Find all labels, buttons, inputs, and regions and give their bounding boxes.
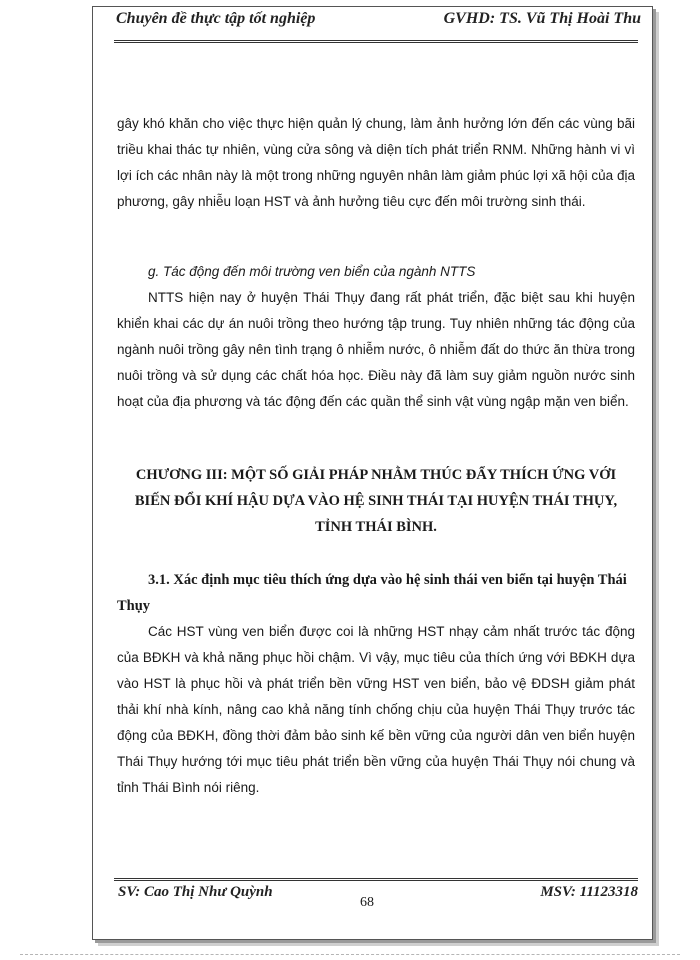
header-title: Chuyên đề thực tập tốt nghiệp bbox=[116, 10, 316, 27]
header-rule bbox=[114, 40, 638, 43]
footer-student-id: MSV: 11123318 bbox=[540, 884, 638, 900]
chapter-title bbox=[117, 462, 635, 540]
header-advisor: GVHD: TS. Vũ Thị Hoài Thu bbox=[443, 10, 641, 27]
paragraph-1: gây khó khăn cho việc thực hiện quản lý chung, làm ảnh hưởng lớn đến các vùng bãi triều khai thác tự nhiên, vùng cửa sông và diện tích phát triển RNM. Những hành vi vì lợi ích các nhân này là một trong những nguyên nhân làm giảm phúc lợi xã hội của địa phương, gây nhiễu loạn HST và ảnh hưởng tiêu cực đến môi trường sinh thái. bbox=[117, 116, 635, 209]
body-block-3 bbox=[117, 619, 635, 801]
body-block-1 bbox=[117, 111, 635, 215]
subheading-g: g. Tác động đến môi trường ven biển của ngành NTTS bbox=[148, 264, 476, 279]
body-block-2 bbox=[117, 259, 635, 415]
footer-rule bbox=[114, 878, 638, 881]
chapter-title-line-2: BIẾN ĐỔI KHÍ HẬU DỰA VÀO HỆ SINH THÁI TẠI HUYỆN THÁI THỤY, bbox=[134, 493, 618, 509]
chapter-title-line-3: TỈNH THÁI BÌNH. bbox=[315, 519, 437, 535]
page-number: 68 bbox=[360, 895, 374, 910]
paragraph-3: Các HST vùng ven biển được coi là những HST nhạy cảm nhất trước tác động của BĐKH và khả năng phục hồi chậm. Vì vậy, mục tiêu của thích ứng với BĐKH dựa vào HST là phục hồi và phát triển bền vững HST ven biển, bảo vệ ĐDSH giảm phát thải khí nhà kính, nâng cao khả năng tính chống chịu của huyện Thái Thụy trước tác động của BĐKH, đồng thời đảm bảo sinh kế bền vững của người dân ven biển huyện Thái Thụy hướng tới mục tiêu phát triển bền vững của huyện Thái Thụy nói chung và tỉnh Thái Bình nói riêng. bbox=[117, 624, 635, 795]
chapter-title-line-1: CHƯƠNG III: MỘT SỐ GIẢI PHÁP NHẰM THÚC ĐẨY THÍCH ỨNG VỚI bbox=[135, 467, 617, 483]
page-break-line bbox=[20, 954, 680, 955]
footer-student: SV: Cao Thị Như Quỳnh bbox=[118, 884, 273, 900]
section-title: 3.1. Xác định mục tiêu thích ứng dựa vào hệ sinh thái ven biển tại huyện Thái Thụy bbox=[117, 572, 627, 614]
paragraph-2: NTTS hiện nay ở huyện Thái Thụy đang rất phát triển, đặc biệt sau khi huyện khiển khai các dự án nuôi trồng theo hướng tập trung. Tuy nhiên những tác động của ngành nuôi trồng gây nên tình trạng ô nhiễm nước, ô nhiễm đất do thức ăn thừa trong nuôi trồng và sử dụng các chất hóa học. Điều này đã làm suy giảm nguồn nước sinh hoạt của địa phương và tác động đến các quần thể sinh vật vùng ngập mặn ven biển. bbox=[117, 290, 635, 409]
